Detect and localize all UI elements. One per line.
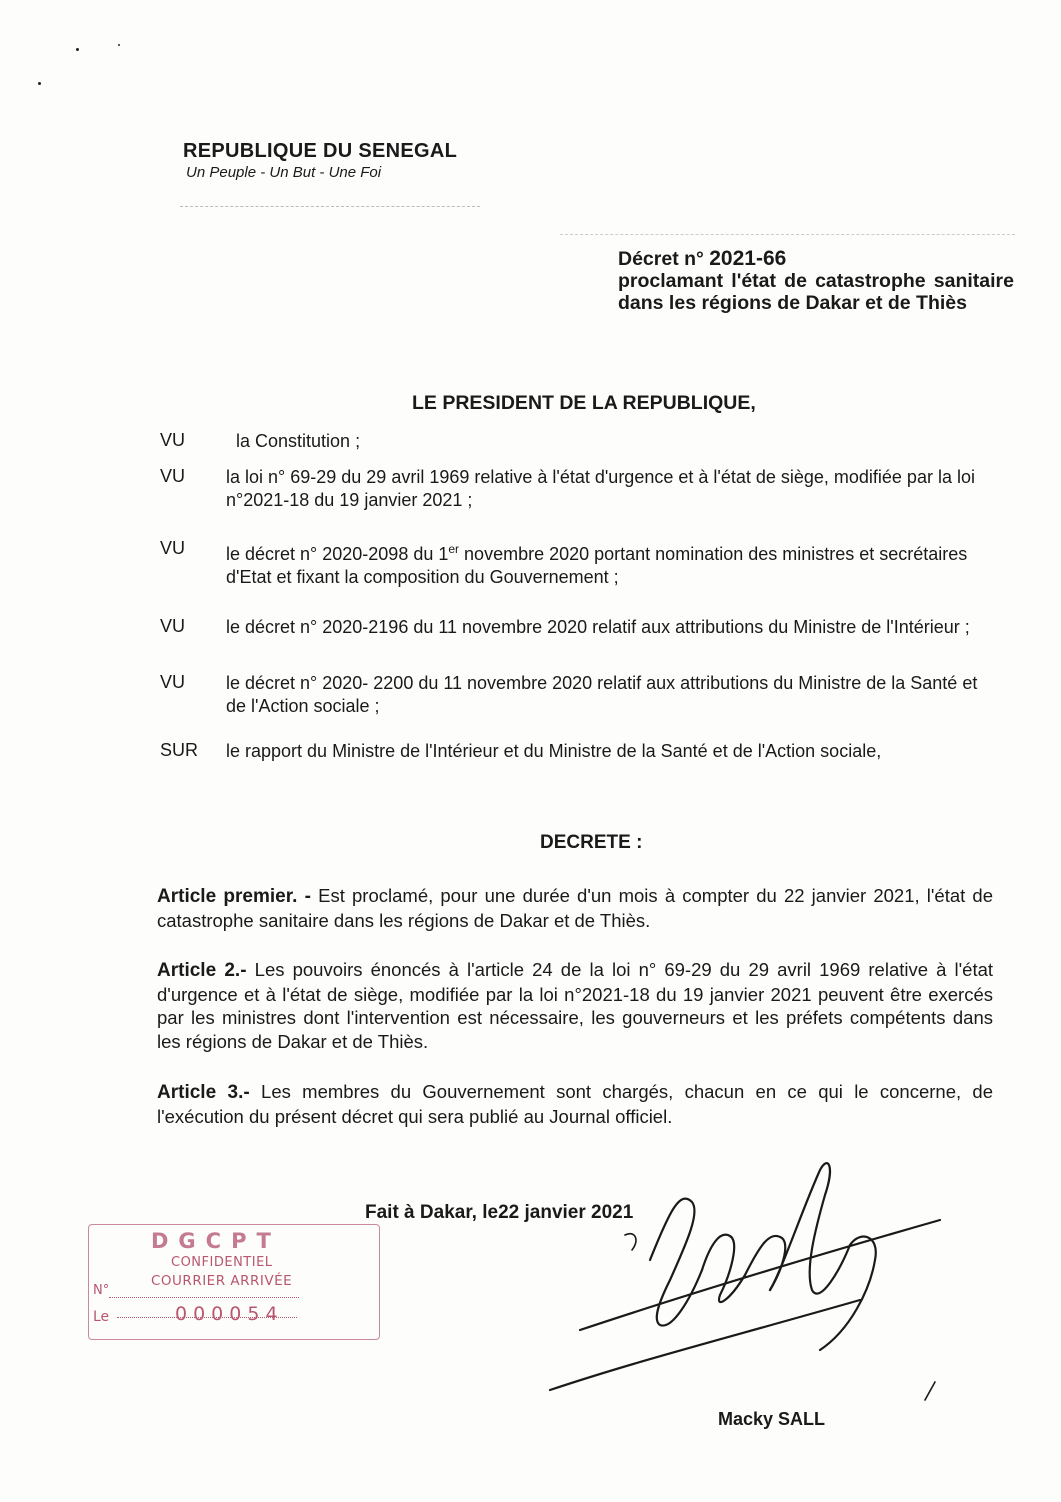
decree-title <box>618 248 1014 314</box>
stamp-confidential: CONFIDENTIEL <box>171 1255 273 1270</box>
stamp-title: DGCPT <box>151 1229 281 1253</box>
article-premier <box>157 884 993 932</box>
header-divider <box>180 206 480 207</box>
article-3 <box>157 1080 993 1128</box>
title-divider <box>560 234 1015 235</box>
article-label: Article premier. - <box>157 886 311 907</box>
president-heading: LE PRESIDENT DE LA REPUBLIQUE, <box>412 392 756 414</box>
country-name: REPUBLIQUE DU SENEGAL <box>183 140 458 162</box>
stamp-mail-received: COURRIER ARRIVÉE <box>151 1273 293 1289</box>
visa-keyword: VU <box>160 538 186 558</box>
article-text: Les membres du Gouvernement sont chargés, chacun en ce qui le concerne, de l'exécution du présent décret qui sera publié au Journal officiel. <box>157 1081 994 1127</box>
article-2 <box>157 958 993 1053</box>
scan-speck <box>118 44 120 46</box>
reception-stamp <box>88 1224 380 1340</box>
visa-keyword: VU <box>160 466 186 486</box>
visa-keyword: VU <box>160 672 186 692</box>
visa-text-part: novembre 2020 portant nomination des ministres et secrétaires d'Etat et fixant la composition du Gouvernement ; <box>226 544 968 587</box>
article-label: Article 2.- <box>157 960 247 981</box>
visa-text: le rapport du Ministre de l'Intérieur et du Ministre de la Santé et de l'Action sociale, <box>226 741 882 761</box>
signature-image <box>520 1150 960 1420</box>
article-text: Est proclamé, pour une durée d'un mois à compter du 22 janvier 2021, l'état de catastrophe sanitaire dans les régions de Dakar et de Thiès. <box>157 885 994 931</box>
national-motto: Un Peuple - Un But - Une Foi <box>186 164 382 181</box>
decree-number: 2021-66 <box>709 247 787 270</box>
superscript-er: er <box>448 542 460 556</box>
article-label: Article 3.- <box>157 1082 250 1103</box>
visa-text: la Constitution ; <box>236 431 361 451</box>
signing-date: 22 janvier 2021 <box>498 1202 634 1223</box>
stamp-dotted-line <box>109 1297 299 1298</box>
scan-speck <box>38 82 41 85</box>
signatory-name: Macky SALL <box>718 1409 826 1429</box>
visa-text: la loi n° 69-29 du 29 avril 1969 relative à l'état d'urgence et à l'état de siège, modifiée par la loi n°2021-18 du 19 janvier 2021 ; <box>226 467 975 510</box>
scan-speck <box>76 48 79 51</box>
visa-text: le décret n° 2020-2196 du 11 novembre 2020 relatif aux attributions du Ministre de l'Intérieur ; <box>226 617 970 637</box>
place: Fait à Dakar, le <box>365 1202 499 1223</box>
visa-text-part: le décret n° 2020-2098 du 1 <box>226 544 449 564</box>
stamp-le-label: Le <box>93 1309 110 1325</box>
visa-keyword: VU <box>160 430 186 450</box>
stamp-no-label: N° <box>93 1283 110 1298</box>
visa-keyword: VU <box>160 616 186 636</box>
decree-subject: proclamant l'état de catastrophe sanitaire dans les régions de Dakar et de Thiès <box>618 270 1014 314</box>
visa-text: le décret n° 2020- 2200 du 11 novembre 2020 relatif aux attributions du Ministre de la Santé et de l'Action sociale ; <box>226 673 978 716</box>
stamp-number: 000054 <box>175 1303 284 1325</box>
decrete-heading: DECRETE : <box>540 832 643 853</box>
visa-keyword: SUR <box>160 740 199 760</box>
decree-prefix: Décret n° <box>618 248 704 270</box>
article-text: Les pouvoirs énoncés à l'article 24 de la loi n° 69-29 du 29 avril 1969 relative à l'état d'urgence et à l'état de siège, modifiée par la loi n°2021-18 du 19 janvier 2021 peuvent être exercés par les ministres dont l'intervention est nécessaire, les gouverneurs et les préfets compétents dans les régions de Dakar et de Thiès. <box>157 959 994 1052</box>
visa-text <box>226 538 994 589</box>
